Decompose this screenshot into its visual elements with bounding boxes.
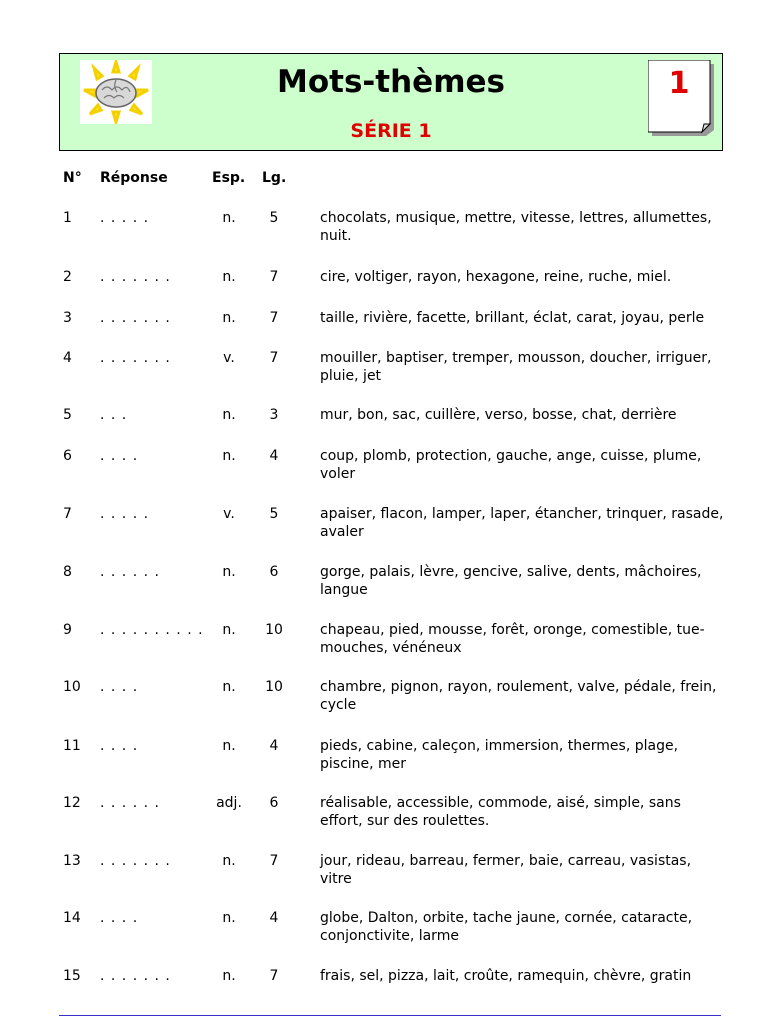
word-type: v. [223, 506, 235, 522]
page-number: 1 [668, 66, 690, 101]
answer-blank: . . . . [100, 679, 139, 695]
word-type: n. [222, 210, 236, 226]
word-length: 7 [269, 310, 279, 326]
word-type: adj. [216, 795, 242, 811]
page-title: Mots-thèmes [277, 64, 505, 100]
clue-number: 12 [63, 795, 81, 811]
word-type: n. [222, 448, 236, 464]
answer-blank: . . . . . . [100, 795, 160, 811]
word-type: n. [222, 407, 236, 423]
word-type: n. [222, 738, 236, 754]
word-length: 10 [265, 622, 283, 638]
footer-divider [59, 1015, 721, 1016]
column-header-answer: Réponse [100, 170, 168, 186]
clue-number: 11 [63, 738, 81, 754]
word-length: 3 [269, 407, 279, 423]
clue-words: réalisable, accessible, commode, aisé, simple, sans effort, sur des roulettes. [320, 795, 681, 829]
clue-words: pieds, cabine, caleçon, immersion, thermes, plage, piscine, mer [320, 738, 679, 772]
answer-blank: . . . . [100, 448, 139, 464]
word-length: 5 [269, 506, 279, 522]
answer-blank: . . . . . . . [100, 350, 171, 366]
clue-number: 7 [63, 506, 72, 522]
answer-blank: . . . . . . . [100, 269, 171, 285]
answer-blank: . . . . . . . [100, 310, 171, 326]
clue-number: 2 [63, 269, 72, 285]
answer-blank: . . . . [100, 910, 139, 926]
answer-blank: . . . . [100, 738, 139, 754]
answer-blank: . . . . . [100, 506, 150, 522]
word-length: 7 [269, 968, 279, 984]
word-length: 4 [269, 448, 279, 464]
column-header-number: N° [63, 170, 82, 186]
clue-words: mouiller, baptiser, tremper, mousson, doucher, irriguer, pluie, jet [320, 350, 712, 384]
clue-number: 10 [63, 679, 81, 695]
word-type: n. [222, 269, 236, 285]
clue-words: coup, plomb, protection, gauche, ange, cuisse, plume, voler [320, 448, 702, 482]
word-type: n. [222, 853, 236, 869]
clue-number: 14 [63, 910, 81, 926]
word-length: 6 [269, 795, 279, 811]
clue-words: chambre, pignon, rayon, roulement, valve, pédale, frein, cycle [320, 679, 717, 713]
word-length: 4 [269, 910, 279, 926]
clue-words: frais, sel, pizza, lait, croûte, ramequin, chèvre, gratin [320, 968, 692, 984]
column-header-lg: Lg. [262, 170, 287, 186]
word-type: v. [223, 350, 235, 366]
clue-words: chocolats, musique, mettre, vitesse, lettres, allumettes, nuit. [320, 210, 712, 244]
word-length: 5 [269, 210, 279, 226]
clue-words: jour, rideau, barreau, fermer, baie, carreau, vasistas, vitre [320, 853, 692, 887]
word-type: n. [222, 310, 236, 326]
clue-words: apaiser, flacon, lamper, laper, étancher, trinquer, rasade, avaler [320, 506, 724, 540]
answer-blank: . . . . . . . [100, 853, 171, 869]
word-type: n. [222, 564, 236, 580]
word-length: 6 [269, 564, 279, 580]
word-type: n. [222, 622, 236, 638]
answer-blank: . . . . . [100, 210, 150, 226]
answer-blank: . . . . . . . . . . [100, 622, 204, 638]
column-header-esp: Esp. [212, 170, 246, 186]
clue-number: 3 [63, 310, 72, 326]
clue-number: 1 [63, 210, 72, 226]
clue-words: taille, rivière, facette, brillant, éclat, carat, joyau, perle [320, 310, 705, 326]
clue-words: mur, bon, sac, cuillère, verso, bosse, chat, derrière [320, 407, 677, 423]
header-banner [59, 53, 723, 151]
answer-blank: . . . . . . . [100, 968, 171, 984]
word-length: 4 [269, 738, 279, 754]
word-length: 7 [269, 350, 279, 366]
word-length: 7 [269, 269, 279, 285]
clue-words: chapeau, pied, mousse, forêt, oronge, comestible, tue-mouches, vénéneux [320, 622, 705, 656]
clue-number: 8 [63, 564, 72, 580]
word-length: 10 [265, 679, 283, 695]
clue-number: 15 [63, 968, 81, 984]
answer-blank: . . . [100, 407, 128, 423]
clue-words: gorge, palais, lèvre, gencive, salive, dents, mâchoires, langue [320, 564, 702, 598]
clue-words: globe, Dalton, orbite, tache jaune, cornée, cataracte, conjonctivite, larme [320, 910, 693, 944]
word-type: n. [222, 910, 236, 926]
clue-number: 9 [63, 622, 72, 638]
series-subtitle: SÉRIE 1 [350, 120, 432, 142]
word-type: n. [222, 968, 236, 984]
clue-number: 6 [63, 448, 72, 464]
page-number-badge [648, 60, 714, 136]
word-type: n. [222, 679, 236, 695]
word-length: 7 [269, 853, 279, 869]
clue-words: cire, voltiger, rayon, hexagone, reine, ruche, miel. [320, 269, 672, 285]
clue-number: 13 [63, 853, 81, 869]
answer-blank: . . . . . . [100, 564, 160, 580]
clue-number: 5 [63, 407, 72, 423]
clue-number: 4 [63, 350, 72, 366]
